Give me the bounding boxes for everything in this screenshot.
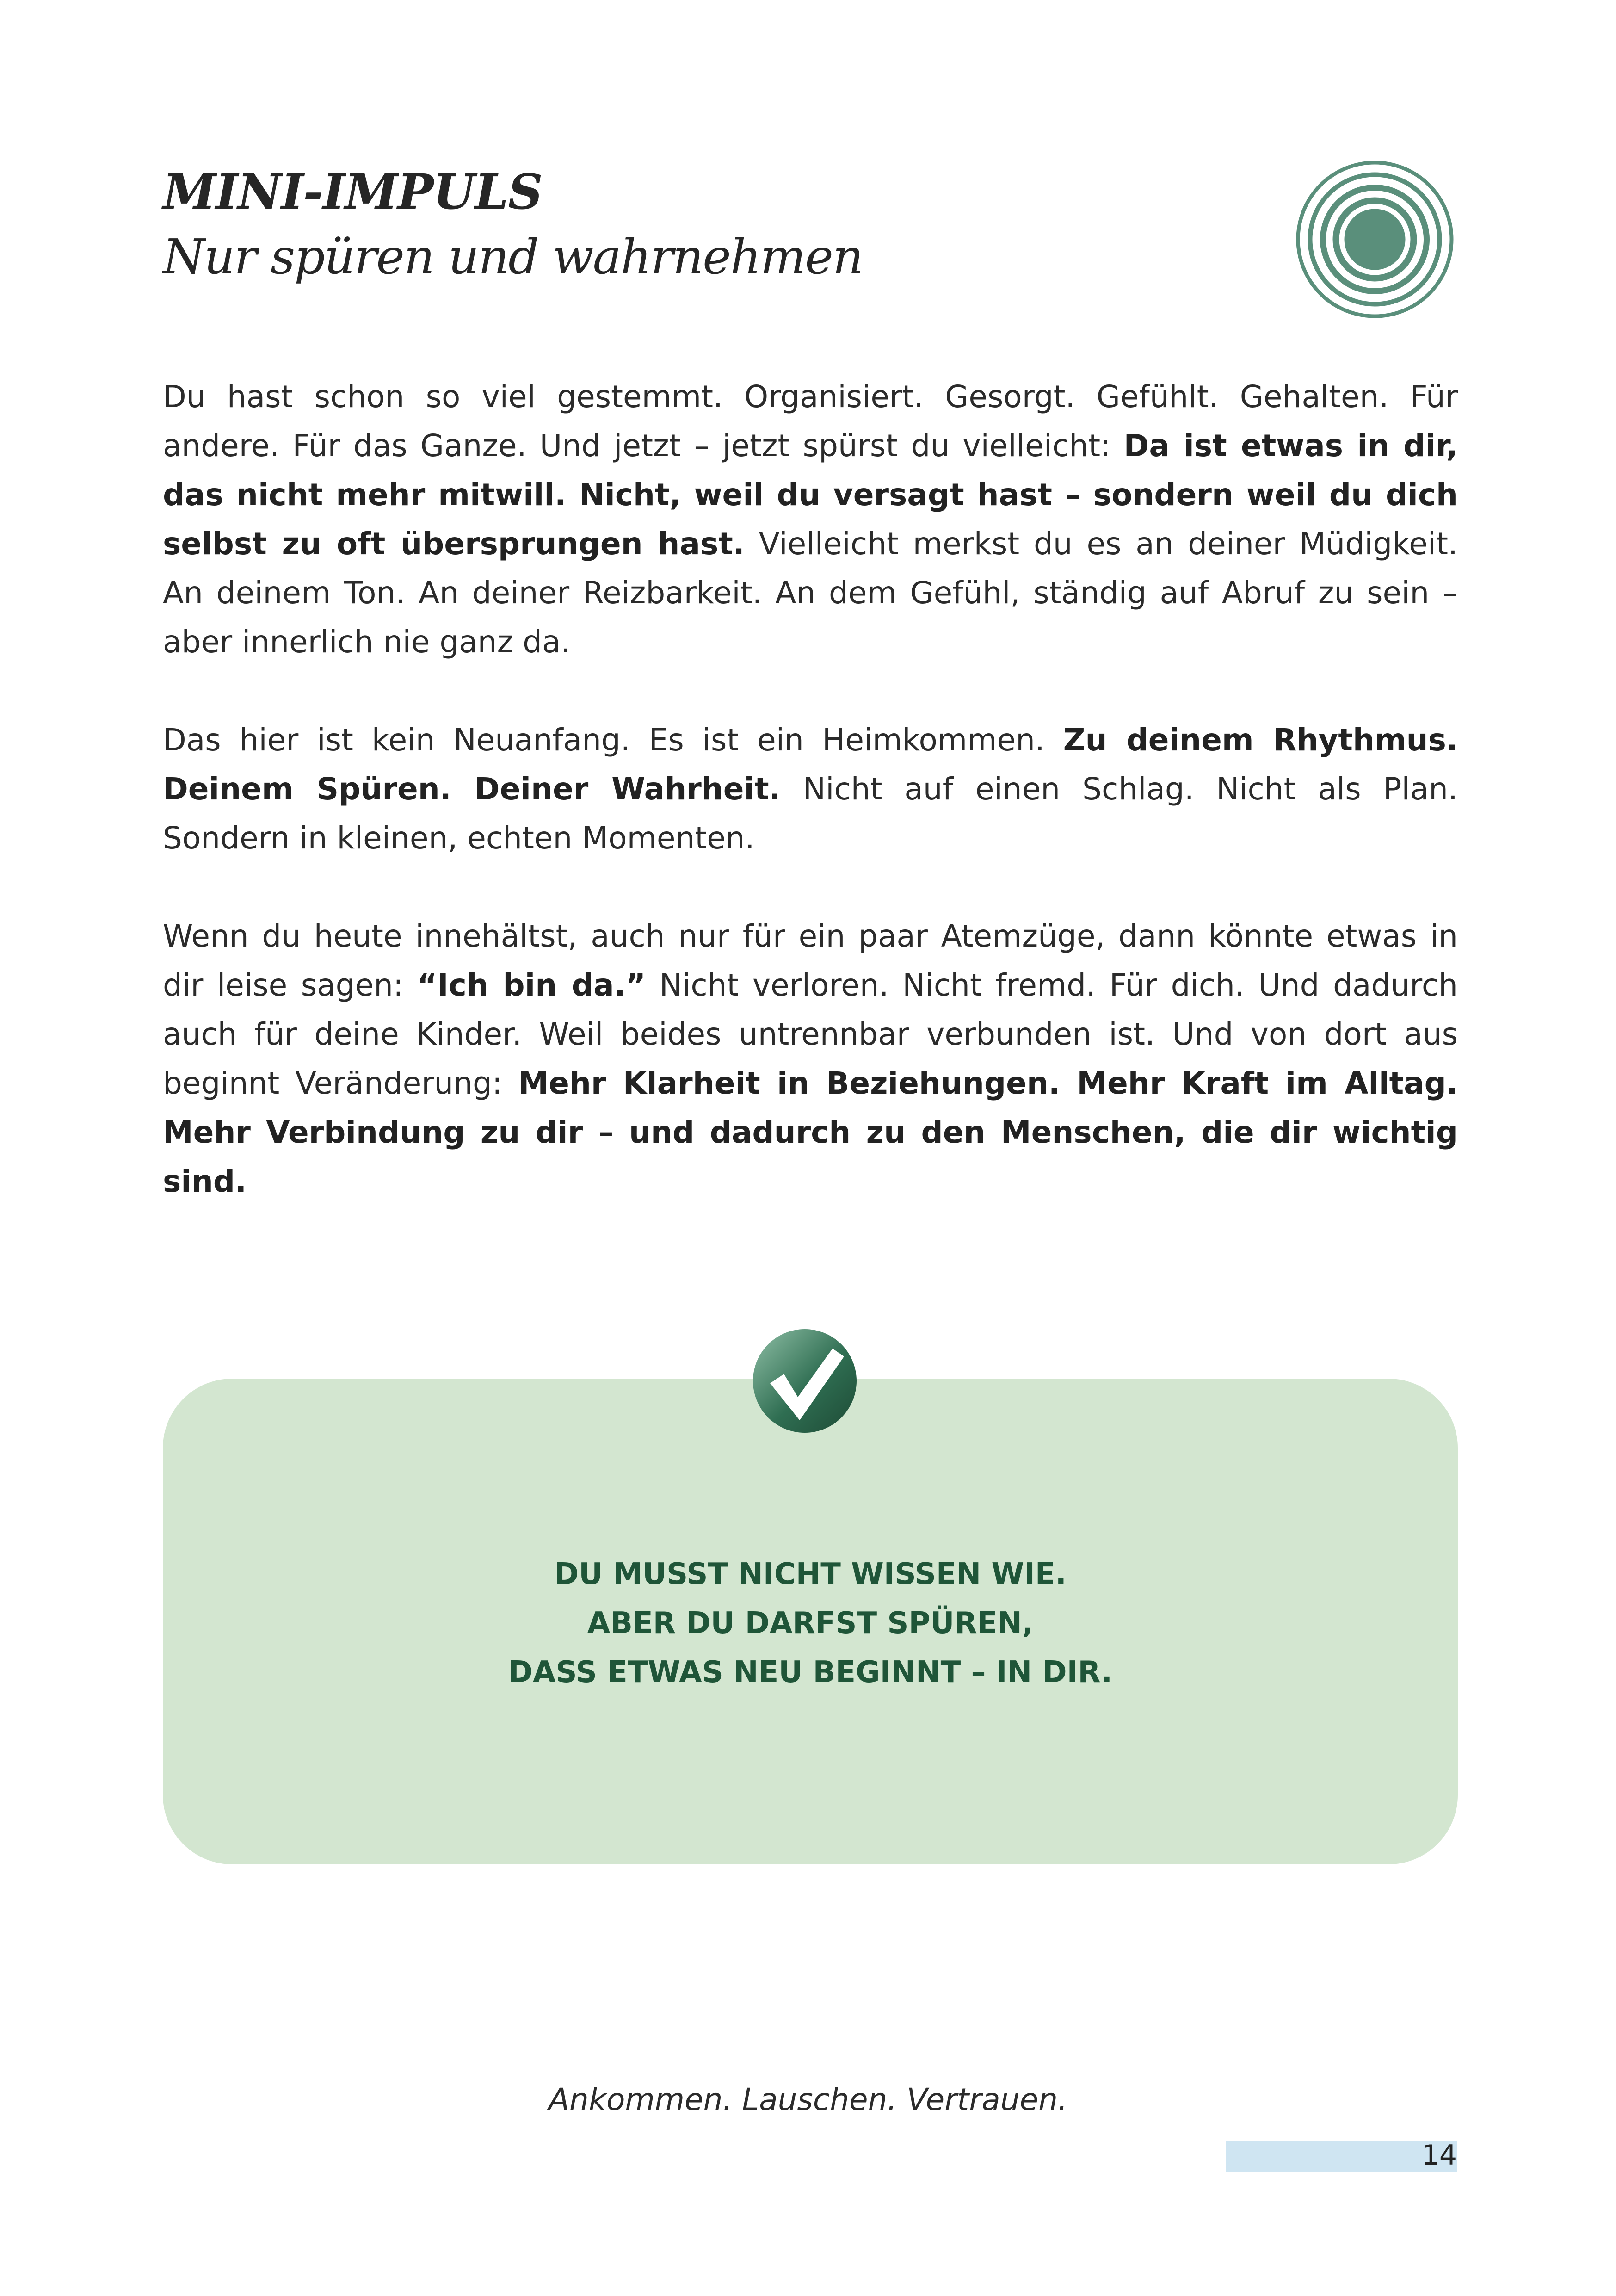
callout-line: DU MUSST NICHT WISSEN WIE. <box>554 1557 1067 1591</box>
callout-text <box>163 1550 1458 1697</box>
callout-box <box>163 1379 1458 1864</box>
text-run: Du hast schon so viel gestemmt. Organisiert. Gesorgt. Gefühlt. Gehalten. Für andere. Für das Ganze. Und jetzt – jetzt spürst du vielleicht: <box>163 379 1458 464</box>
text-run: Vielleicht merkst du es an deiner Müdigkeit. An deinem Ton. An deiner Reizbarkeit. An dem Gefühl, ständig auf Abruf zu sein – aber innerlich nie ganz da. <box>163 526 1458 660</box>
page-number-bar <box>1226 2141 1457 2172</box>
callout-line: DASS ETWAS NEU BEGINNT – IN DIR. <box>508 1655 1113 1690</box>
paragraph-3 <box>163 912 1458 1206</box>
text-run: Nicht verloren. Nicht fremd. Für dich. Und dadurch auch für deine Kinder. Weil beides untrennbar verbunden ist. Und von dort aus beginnt Veränderung: <box>163 967 1458 1101</box>
callout-line: ABER DU DARFST SPÜREN, <box>587 1606 1034 1640</box>
text-run: Das hier ist kein Neuanfang. Es ist ein Heimkommen. <box>163 722 1063 758</box>
bold-text-run: Da ist etwas in dir, das nicht mehr mitwill. Nicht, weil du versagt hast – sondern weil du dich selbst zu oft übersprungen hast. <box>163 428 1458 562</box>
heading-block <box>163 162 1227 291</box>
page-title: MINI-IMPULS <box>163 163 543 220</box>
text-run: Wenn du heute innehältst, auch nur für ein paar Atemzüge, dann könnte etwas in dir leise sagen: <box>163 918 1458 1003</box>
bold-text-run: “Ich bin da.” <box>417 967 646 1003</box>
paragraph-1 <box>163 372 1458 667</box>
paragraph-2 <box>163 716 1458 863</box>
text-run: Nicht auf einen Schlag. Nicht als Plan. Sondern in kleinen, echten Momenten. <box>163 771 1458 856</box>
footer-tagline: Ankommen. Lauschen. Vertrauen. <box>548 2082 1068 2117</box>
page-subtitle: Nur spüren und wahrnehmen <box>163 229 863 285</box>
bold-text-run: Mehr Klarheit in Beziehungen. Mehr Kraft im Alltag. Mehr Verbindung zu dir – und dadurch zu den Menschen, die dir wichtig sind. <box>163 1065 1458 1199</box>
checkmark-badge-icon <box>752 1328 858 1434</box>
body-text <box>163 372 1458 1255</box>
page-number: 14 <box>1421 2139 1457 2172</box>
target-circles-icon <box>1295 160 1455 319</box>
bold-text-run: Zu deinem Rhythmus. Deinem Spüren. Deiner Wahrheit. <box>163 722 1458 807</box>
